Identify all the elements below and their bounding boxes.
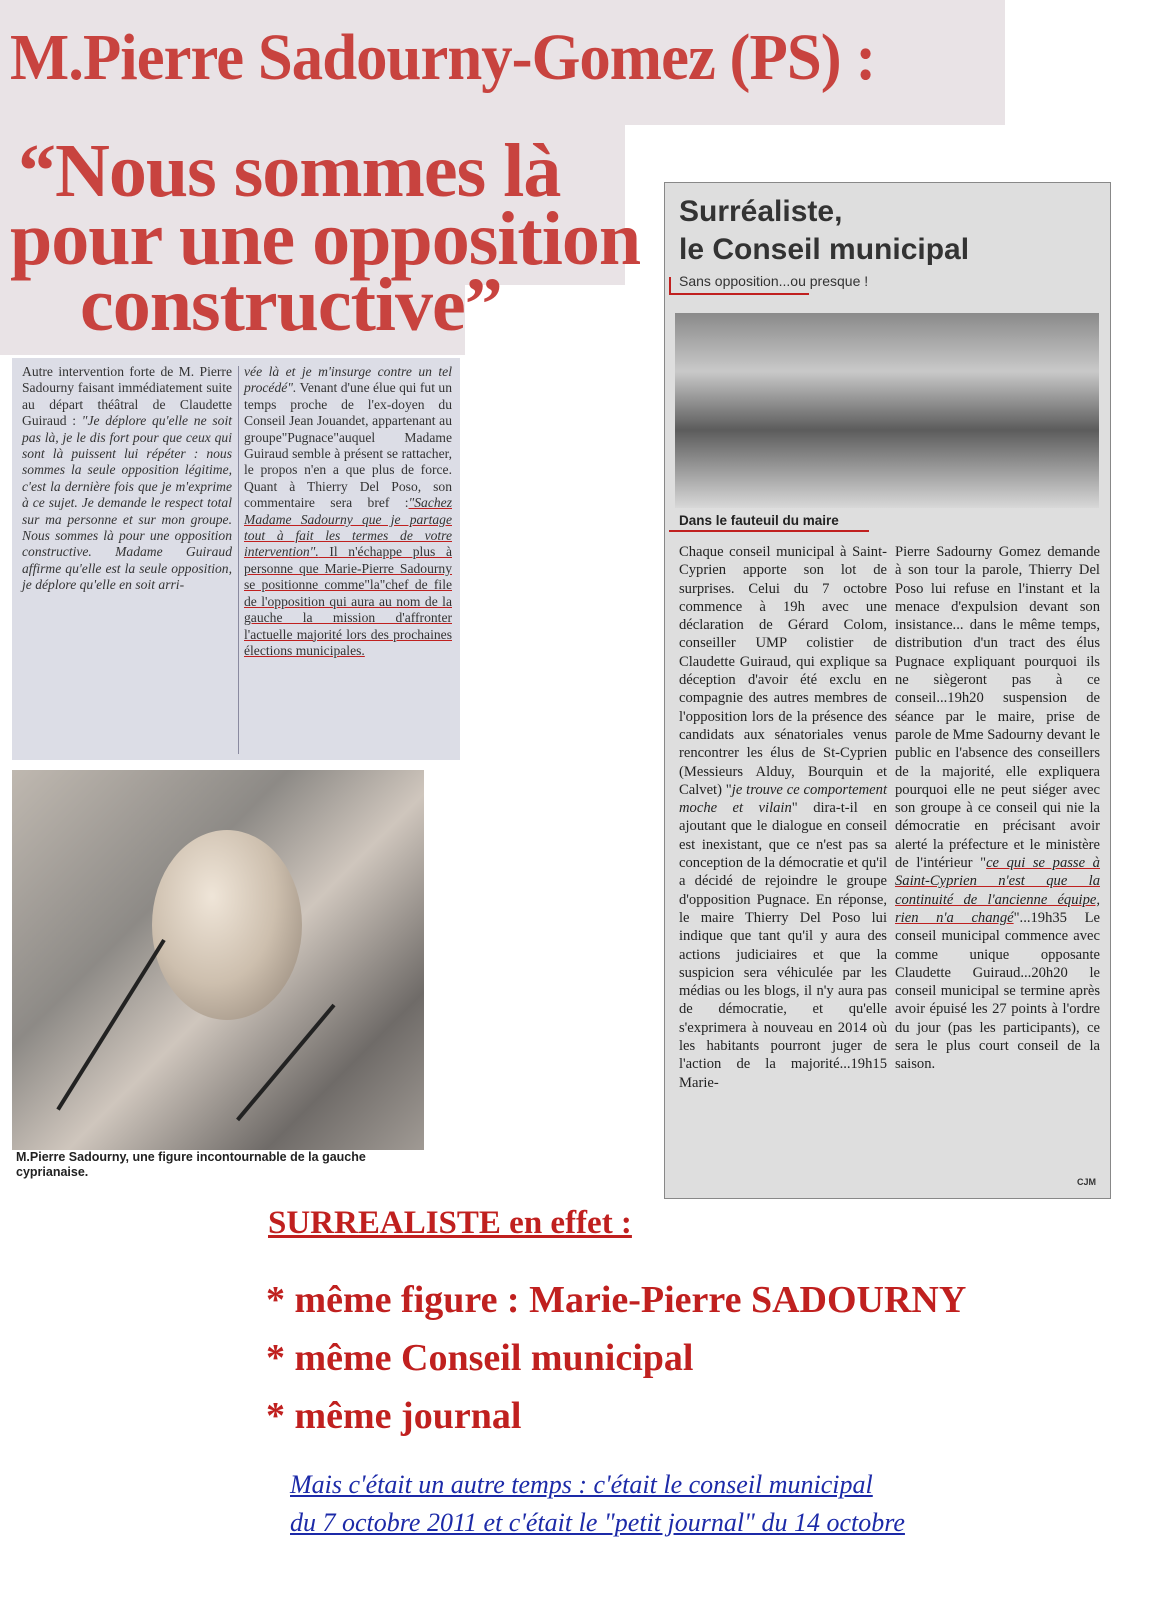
left-col2-quote2: "Sachez Madame Sadourny que je partage tout à fait les termes de votre intervention". (244, 495, 452, 560)
right-col2-text2: "...19h35 Le conseil municipal commence avec comme unique opposante Claudette Guiraud...20h20 le conseil municipal se termine après avoir épuisé les 27 points à l'ordre du jour (pas les participants), ce sera le plus court conseil de la saison. (895, 909, 1100, 1073)
left-headline-name: M.Pierre Sadourny-Gomez (PS) : (10, 21, 876, 94)
right-col1-quote: je trouve ce comportement moche et vilain (679, 781, 887, 817)
microphone (236, 1004, 335, 1121)
left-col2-text: Venant d'une élue qui fut un temps proche de l'ex-doyen du Conseil Jean Jouandet, appartenant au groupe"Pugnace"auquel Madame Guiraud semble à présent se rattacher, le propos n'en a que plus de force. Quant à Thierry Del Poso, son commentaire sera bref : (244, 380, 452, 511)
microphone (56, 939, 165, 1111)
comment-note-line-2: du 7 octobre 2011 et c'était le "petit journal" du 14 octobre (290, 1508, 905, 1537)
red-underline (669, 530, 869, 532)
right-title-line1: Surréaliste, (679, 195, 843, 228)
right-photo-caption: Dans le fauteuil du maire (679, 513, 839, 528)
left-col2-quote: vée là et je m'insurge contre un tel procédé". (244, 364, 452, 396)
left-col1-quote: "Je déplore qu'elle ne soit pas là, je le dis fort pour que ceux qui sont là puissent lui répéter : nous sommes la seule opposition légitime, c'est la dernière fois que je m'exprime à ce sujet. Je demande le respect total sur ma personne et sur mon groupe. Nous sommes là pour une opposition constructive. Madame Guiraud affirme qu'elle est la seule opposition, je déplore qu'elle en soit arri- (22, 413, 232, 593)
comment-note-line-1: Mais c'était un autre temps : c'était le conseil municipal (290, 1470, 873, 1499)
left-article-column-2 (244, 364, 452, 659)
author-signature: CJM (1077, 1177, 1097, 1187)
comment-line-1: * même figure : Marie-Pierre SADOURNY (266, 1279, 967, 1321)
photo-subject (152, 830, 302, 1020)
right-col1-text2: " dira-t-il en ajoutant que le dialogue en conseil est inexistant, que ce n'est pas sa conception de la démocratie et qu'il a décidé de rejoindre le groupe d'opposition Pugnace. En réponse, le maire Thierry Del Poso lui indique que tant qu'il y aura des actions judiciaires et que la suspicion sera véhiculée par les médias ou les blogs, il n'y aura pas de démocratie, et qu'elle s'exprimera à nouveau en 2014 où les habitants pourront juger de l'action de la majorité...19h15 Marie- (679, 800, 887, 1091)
left-col1-text: Autre intervention forte de M. Pierre Sadourny faisant immédiatement suite au départ théâtral de Claudette Guiraud : (22, 364, 232, 429)
left-article-column-1 (22, 364, 232, 594)
left-headline-quote-line2: pour une opposition (10, 197, 641, 281)
column-divider (238, 366, 239, 754)
right-article (664, 182, 1111, 1199)
right-article-column-1 (679, 543, 887, 1092)
left-article-body (12, 358, 460, 760)
right-col2-quote: ce qui se passe à Saint-Cyprien n'est que la continuité de l'ancienne équipe, rien n'a changé (895, 855, 1100, 926)
council-meeting-photo (675, 313, 1099, 508)
left-photo-caption: M.Pierre Sadourny, une figure incontournable de la gauche cyprianaise. (16, 1150, 366, 1179)
left-article-photo (12, 770, 424, 1150)
right-col1-text: Chaque conseil municipal à Saint-Cyprien apporte son lot de surprises. Celui du 7 octobre commence à 19h avec une déclaration de Gérard Colom, conseiller UMP colistier de Claudette Guiraud, qui explique sa déception d'avoir été exclu en compagnie des autres membres de l'opposition lors de la présence des candidats aux sénatoriales venus rencontrer les élus de St-Cyprien (Messieurs Alduy, Bourquin et Calvet) " (679, 544, 887, 798)
right-title-line2: le Conseil municipal (679, 233, 970, 266)
right-article-title (679, 193, 969, 269)
left-headline-quote-line1: “Nous sommes là (18, 129, 561, 213)
right-article-column-2 (895, 543, 1100, 1074)
left-col2-text2: Il n'échappe plus à personne que Marie-Pierre Sadourny se positionne comme"la"chef de file de l'opposition qui aura au nom de la gauche la mission d'affronter l'actuelle majorité lors des prochaines élections municipales. (244, 544, 452, 658)
red-underline (669, 293, 809, 295)
right-article-subtitle: Sans opposition...ou presque ! (679, 273, 869, 289)
comment-title: SURREALISTE en effet : (268, 1205, 632, 1241)
left-headline-quote-line3: constructive” (80, 263, 502, 347)
comment-line-3: * même journal (266, 1395, 522, 1437)
right-col2-text: Pierre Sadourny Gomez demande à son tour la parole, Thierry Del Poso lui refuse en l'instant et la menace d'expulsion devant son insistance... dans le même temps, distribution d'un tract des élus Pugnace expliquant pourquoi ils ne siègeront pas à ce conseil...19h20 suspension de séance par le maire, prise de parole de Mme Sadourny devant le public en l'absence des conseillers de la majorité, elle expliquera pourquoi elle ne peut siéger avec son groupe à ce conseil qui nie la démocratie en précisant avoir alerté la préfecture et le ministère de l'intérieur " (895, 544, 1100, 872)
comment-line-2: * même Conseil municipal (266, 1337, 694, 1379)
